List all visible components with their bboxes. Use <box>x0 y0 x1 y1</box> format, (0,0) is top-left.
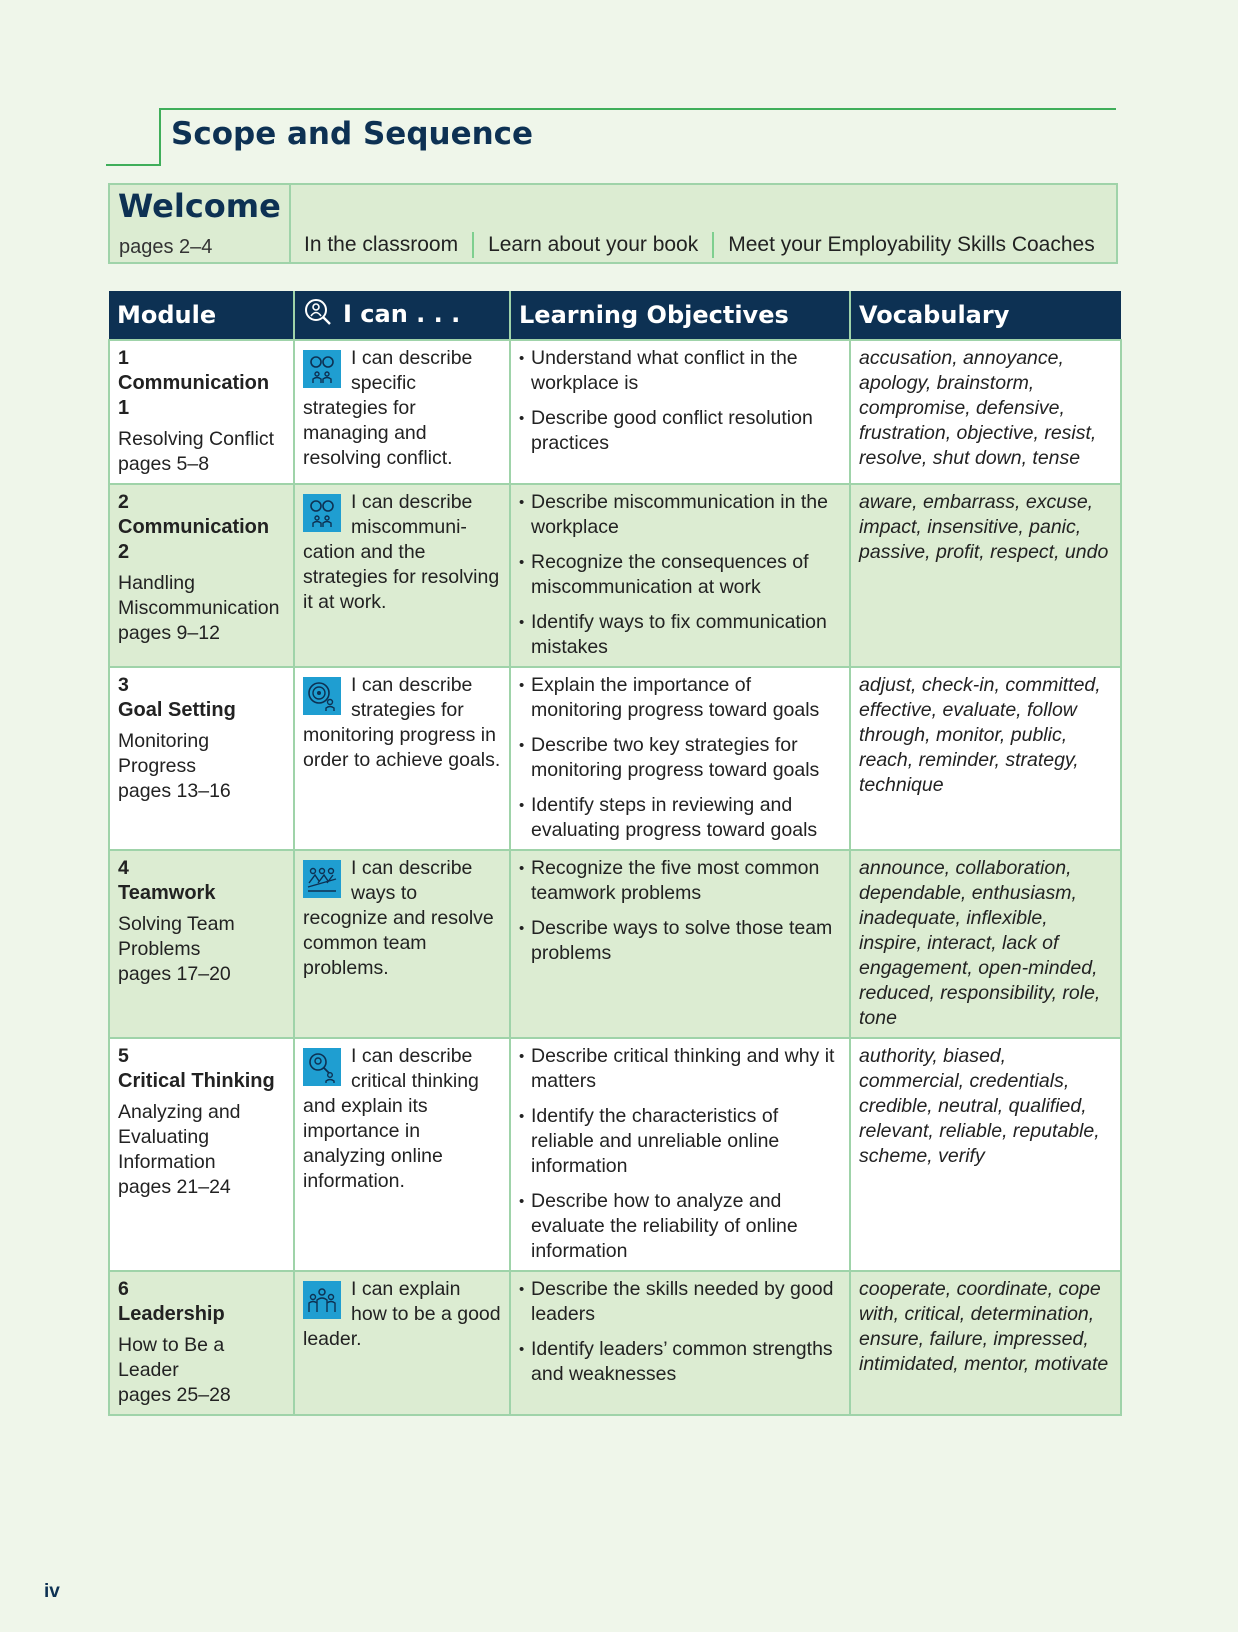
page-title: Scope and Sequence <box>171 116 534 152</box>
module-cell <box>109 667 294 850</box>
objective-item: • Describe critical thinking and why it matters <box>519 1044 841 1094</box>
objectives-list <box>519 490 841 660</box>
welcome-left-cell <box>110 185 291 262</box>
header-vocabulary: Vocabulary <box>850 291 1121 340</box>
objective-item: • Describe ways to solve those team problems <box>519 916 841 966</box>
vocabulary-text: aware, embarrass, excuse, impact, insensitive, panic, passive, profit, respect, undo <box>859 491 1109 563</box>
page-number: iv <box>44 1581 60 1602</box>
vocabulary-text: authority, biased, commercial, credentials, credible, neutral, qualified, relevant, reliable, reputable, scheme, verify <box>859 1045 1100 1167</box>
module-pages: pages 9–12 <box>118 622 220 644</box>
divider <box>712 232 714 258</box>
objectives-list <box>519 1044 841 1264</box>
ican-cell <box>294 1038 510 1271</box>
scope-table <box>108 291 1122 1416</box>
ican-cell <box>294 484 510 667</box>
module-pages: pages 5–8 <box>118 453 210 475</box>
title-rule-top <box>159 108 1116 110</box>
module-name: Leadership <box>118 1303 225 1325</box>
ican-cell <box>294 667 510 850</box>
ican-text: I can describe ways to recognize and resolve common team problems. <box>303 857 494 979</box>
title-rule-left <box>159 108 161 164</box>
module-pages: pages 13–16 <box>118 780 231 802</box>
objectives-cell <box>510 667 850 850</box>
vocabulary-cell <box>850 667 1121 850</box>
header-module: Module <box>109 291 294 340</box>
table-row <box>109 850 1121 1038</box>
module-cell <box>109 850 294 1038</box>
title-block <box>106 108 1116 166</box>
target-person-icon <box>303 677 341 715</box>
module-cell <box>109 484 294 667</box>
welcome-links <box>304 232 1095 258</box>
vocabulary-text: accusation, annoyance, apology, brainstorm, compromise, defensive, frustration, objective, resist, resolve, shut down, tense <box>859 347 1097 469</box>
module-cell <box>109 340 294 484</box>
table-row <box>109 667 1121 850</box>
title-rule-bottom <box>106 164 161 166</box>
module-name: Critical Thinking <box>118 1070 275 1092</box>
header-ican-label: I can . . . <box>343 300 461 328</box>
vocabulary-text: announce, collaboration, dependable, enthusiasm, inadequate, inflexible, inspire, interact, lack of engagement, open-minded, reduced, responsibility, role, tone <box>859 857 1101 1029</box>
module-name: Goal Setting <box>118 699 236 721</box>
module-number: 3 <box>118 674 129 696</box>
objectives-list <box>519 856 841 966</box>
ican-cell <box>294 1271 510 1415</box>
module-subtitle: Analyzing and Evaluating Information <box>118 1101 241 1173</box>
vocabulary-cell <box>850 850 1121 1038</box>
table-row <box>109 484 1121 667</box>
module-pages: pages 17–20 <box>118 963 231 985</box>
objective-item: • Explain the importance of monitoring progress toward goals <box>519 673 841 723</box>
module-number: 2 <box>118 491 129 513</box>
objective-item: • Recognize the consequences of miscommunication at work <box>519 550 841 600</box>
ican-text: I can explain how to be a good leader. <box>303 1278 501 1350</box>
ican-cell <box>294 340 510 484</box>
ican-cell <box>294 850 510 1038</box>
module-number: 5 <box>118 1045 129 1067</box>
ican-text: I can describe specific strategies for managing and resolving conflict. <box>303 347 473 469</box>
module-name: Communication 1 <box>118 372 270 419</box>
objective-item: • Describe miscommunication in the workplace <box>519 490 841 540</box>
magnifier-person-icon <box>303 297 333 333</box>
module-cell <box>109 1271 294 1415</box>
module-number: 1 <box>118 347 129 369</box>
welcome-banner <box>108 183 1118 264</box>
module-subtitle: Resolving Conflict <box>118 428 275 450</box>
objective-item: • Understand what conflict in the workplace is <box>519 346 841 396</box>
objectives-cell <box>510 484 850 667</box>
magnifier-person-icon <box>303 1048 341 1086</box>
table-row <box>109 340 1121 484</box>
objectives-cell <box>510 850 850 1038</box>
module-subtitle: Handling Miscommunication <box>118 572 280 619</box>
vocabulary-text: adjust, check-in, committed, effective, evaluate, follow through, monitor, public, reach, reminder, strategy, technique <box>859 674 1101 796</box>
team-rowing-icon <box>303 860 341 898</box>
module-number: 6 <box>118 1278 129 1300</box>
objective-item: • Describe two key strategies for monitoring progress toward goals <box>519 733 841 783</box>
objectives-list <box>519 346 841 456</box>
table-row <box>109 1271 1121 1415</box>
objectives-list <box>519 673 841 843</box>
module-subtitle: Solving Team Problems <box>118 913 235 960</box>
ican-text: I can describe miscommuni-cation and the strategies for resolving it at work. <box>303 491 500 613</box>
objective-item: • Describe good conflict resolution practices <box>519 406 841 456</box>
conflict-people-icon <box>303 494 341 532</box>
conflict-people-icon <box>303 350 341 388</box>
objective-item: • Describe the skills needed by good leaders <box>519 1277 841 1327</box>
objective-item: • Identify ways to fix communication mistakes <box>519 610 841 660</box>
module-name: Teamwork <box>118 882 216 904</box>
divider <box>472 232 474 258</box>
welcome-pages: pages 2–4 <box>119 236 213 258</box>
objectives-cell <box>510 340 850 484</box>
module-cell <box>109 1038 294 1271</box>
ican-text: I can describe strategies for monitoring progress in order to achieve goals. <box>303 674 501 771</box>
vocabulary-cell <box>850 1038 1121 1271</box>
header-ican <box>294 291 510 340</box>
objective-item: • Recognize the five most common teamwork problems <box>519 856 841 906</box>
module-pages: pages 25–28 <box>118 1384 231 1406</box>
module-number: 4 <box>118 857 129 879</box>
objective-item: • Identify steps in reviewing and evaluating progress toward goals <box>519 793 841 843</box>
welcome-link-classroom: In the classroom <box>304 233 459 256</box>
welcome-title: Welcome <box>118 187 281 225</box>
objective-item: • Describe how to analyze and evaluate the reliability of online information <box>519 1189 841 1264</box>
vocabulary-cell <box>850 340 1121 484</box>
group-leader-icon <box>303 1281 341 1319</box>
module-name: Communication 2 <box>118 516 270 563</box>
header-objectives: Learning Objectives <box>510 291 850 340</box>
objective-item: • Identify the characteristics of reliable and unreliable online information <box>519 1104 841 1179</box>
module-pages: pages 21–24 <box>118 1176 231 1198</box>
objectives-cell <box>510 1271 850 1415</box>
ican-text: I can describe critical thinking and explain its importance in analyzing online information. <box>303 1045 479 1192</box>
module-subtitle: How to Be a Leader <box>118 1334 225 1381</box>
vocabulary-text: cooperate, coordinate, cope with, critical, determination, ensure, failure, impressed, intimidated, mentor, motivate <box>859 1278 1109 1375</box>
objectives-cell <box>510 1038 850 1271</box>
welcome-link-book: Learn about your book <box>488 233 699 256</box>
module-subtitle: Monitoring Progress <box>118 730 210 777</box>
objectives-list <box>519 1277 841 1387</box>
vocabulary-cell <box>850 484 1121 667</box>
vocabulary-cell <box>850 1271 1121 1415</box>
welcome-link-coaches: Meet your Employability Skills Coaches <box>728 233 1095 256</box>
table-row <box>109 1038 1121 1271</box>
table-header-row <box>109 291 1121 340</box>
objective-item: • Identify leaders’ common strengths and weaknesses <box>519 1337 841 1387</box>
